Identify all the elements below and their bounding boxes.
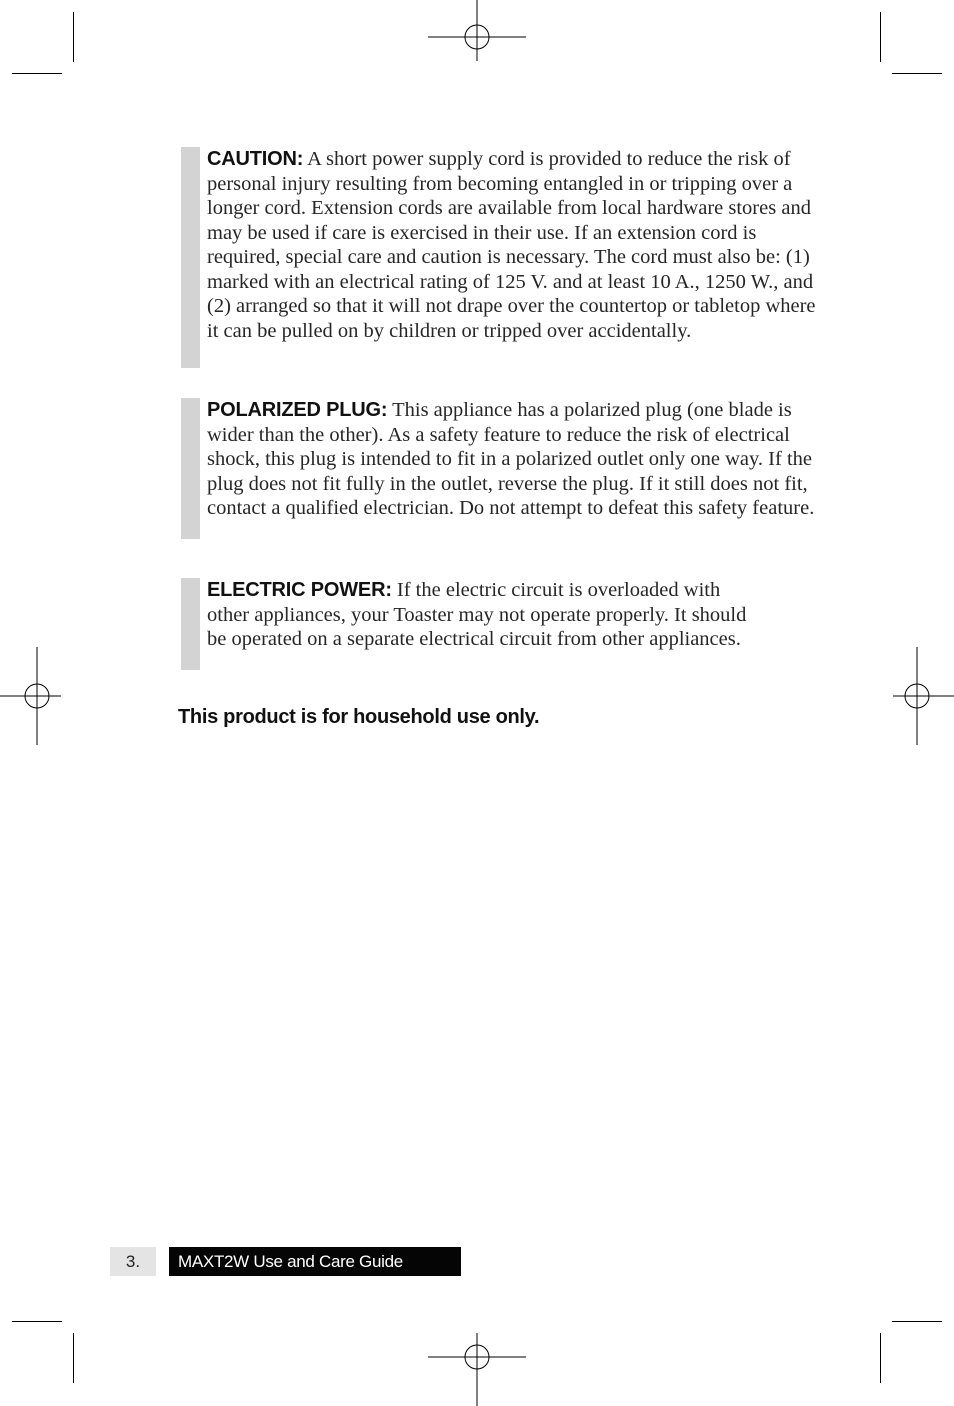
crop-mark: [892, 1321, 942, 1322]
registration-mark-left: [0, 647, 86, 745]
electric-power-label: ELECTRIC POWER:: [207, 579, 392, 601]
polarized-plug-label: POLARIZED PLUG:: [207, 399, 388, 421]
registration-mark-bottom: [428, 1308, 526, 1406]
crop-mark: [880, 1333, 881, 1383]
notice-bar: [181, 398, 200, 539]
crop-mark: [12, 73, 62, 74]
electric-power-text: [207, 578, 767, 652]
polarized-plug-notice: [181, 398, 821, 539]
notice-bar: [181, 147, 200, 368]
electric-power-notice: [181, 578, 821, 670]
crop-mark: [880, 12, 881, 62]
guide-title: MAXT2W Use and Care Guide: [169, 1247, 461, 1276]
crop-mark: [892, 73, 942, 74]
polarized-plug-text: [207, 398, 817, 521]
polarized-plug-body: This appliance has a polarized plug (one blade is wider than the other). As a safety feature to reduce the risk of electrical shock, this plug is intended to fit in a polarized outlet only one way. If the plug does not fit fully in the outlet, reverse the plug. If it still does not fit, contact a qualified electrician. Do not attempt to defeat this safety feature.: [207, 399, 815, 519]
crop-mark: [12, 1321, 62, 1322]
caution-notice: [181, 147, 821, 368]
caution-body: A short power supply cord is provided to reduce the risk of personal injury resulting from becoming entangled in or tripping over a longer cord. Extension cords are available from local hardware stores and may be used if care is exercised in their use. If an extension cord is required, special care and caution is necessary. The cord must also be: (1) marked with an electrical rating of 125 V. and at least 10 A., 1250 W., and (2) arranged so that it will not drape over the countertop or tabletop where it can be pulled on by children or tripped over accidentally.: [207, 148, 816, 342]
caution-text: [207, 147, 817, 343]
caution-label: CAUTION:: [207, 148, 304, 170]
electric-power-body: If the electric circuit is overloaded with other appliances, your Toaster may not operate properly. It should be operated on a separate electrical circuit from other appliances.: [207, 579, 747, 650]
registration-mark-top: [428, 0, 526, 86]
page-number: 3.: [110, 1247, 156, 1276]
crop-mark: [73, 1333, 74, 1383]
registration-mark-right: [868, 647, 954, 745]
notice-bar: [181, 578, 200, 670]
crop-mark: [73, 12, 74, 62]
household-use-note: This product is for household use only.: [178, 706, 540, 728]
